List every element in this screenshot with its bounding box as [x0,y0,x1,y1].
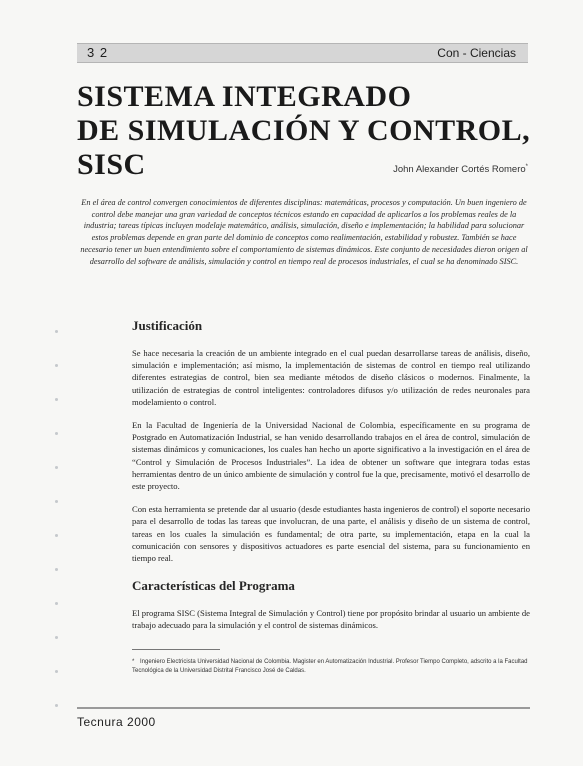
footer-divider [77,707,530,709]
journal-name: Tecnura 2000 [77,715,156,729]
footnote-divider [132,649,220,650]
footnote-text: Ingeniero Electricista Universidad Nacional de Colombia. Magister en Automatización Industrial. Profesor Tiempo Completo, adscrito a la Facultad Tecnológica de la Universidad Distrital Francisco José de Caldas. [132,659,528,674]
abstract: En el área de control convergen conocimientos de diferentes disciplinas: matemáticas, procesos y computación. Un buen ingeniero de control debe manejar una gran variedad de conceptos técnicos estando en capacidad de aplicarlos a los problemas reales de la industria; tareas típicas incluyen modelaje matemático, análisis, simulación, diseño e implementación; la habilidad para solucionar estos problemas depende en gran parte del dominio de conceptos como realimentación, estabilidad y robustez. También se hace necesario tener un buen entendimiento sobre el comportamiento de sistemas dinámicos. Este conjunto de necesidades dieron origen al desarrollo del software de análisis, simulación y control en tiempo real de procesos industriales, el cual se ha denominado SISC. [80,198,528,266]
section-heading-justificacion: Justificación [132,318,203,333]
author-footnote-marker: * [525,164,528,170]
footnote-marker: * [132,659,135,665]
page-number: 3 2 [87,45,109,60]
footnote [132,658,530,676]
article-title-line-2: DE SIMULACIÓN Y CONTROL, SISC [77,114,531,181]
author-name: John Alexander Cortés Romero [393,164,526,176]
section-heading-caracteristicas: Características del Programa [132,578,295,594]
section-name: Con - Ciencias [437,46,516,60]
body-paragraph: Se hace necesaria la creación de un ambiente integrado en el cual puedan desarrollarse tareas de análisis, diseño, simulación e implementación; así mismo, la implementación de sistemas de control en tiempo real utilizando diferentes estrategias de control, bien sea mediante métodos de diseño clásicos o modernos. Finalmente, la utilización de estrategias de control inteligentes: controladores difusos y/o utilización de redes neuronales para modelamiento o control. [132,348,530,407]
author-byline [393,164,528,175]
body-paragraph: Con esta herramienta se pretende dar al usuario (desde estudiantes hasta ingenieros de control) el soporte necesario para el desarrollo de todas las tareas que involucran, de una parte, el análisis y diseño de un sistema de control, tareas en los cuales la simulación es fundamental; de otra parte, su implementación, etapa en la cual la comunicación con sensores y dispositivos actuadores es parte esencial del sistema, para su funcionamiento en tiempo real. [132,504,530,564]
margin-dots-decoration [55,330,59,738]
article-title-line-1: SISTEMA INTEGRADO [77,80,412,113]
body-paragraph: El programa SISC (Sistema Integral de Simulación y Control) tiene por propósito brindar al usuario un ambiente de trabajo adecuado para la simulación y el control de sistemas dinámicos. [132,608,530,631]
article-body [132,318,530,643]
running-header [77,43,528,63]
body-paragraph: En la Facultad de Ingeniería de la Universidad Nacional de Colombia, específicamente en su programa de Postgrado en Automatización Industrial, se han venido desarrollando trabajos en el área de control, simulación de sistemas dinámicos y comunicaciones, los cuales han hecho un aporte significativo a la investigación en el área de “Control y Simulación de Procesos Industriales”. La idea de obtener un software que integrara todas estas herramientas dentro de un único ambiente de simulación y control fue la que, precisamente, motivó el desarrollo de este proyecto. [132,420,530,492]
